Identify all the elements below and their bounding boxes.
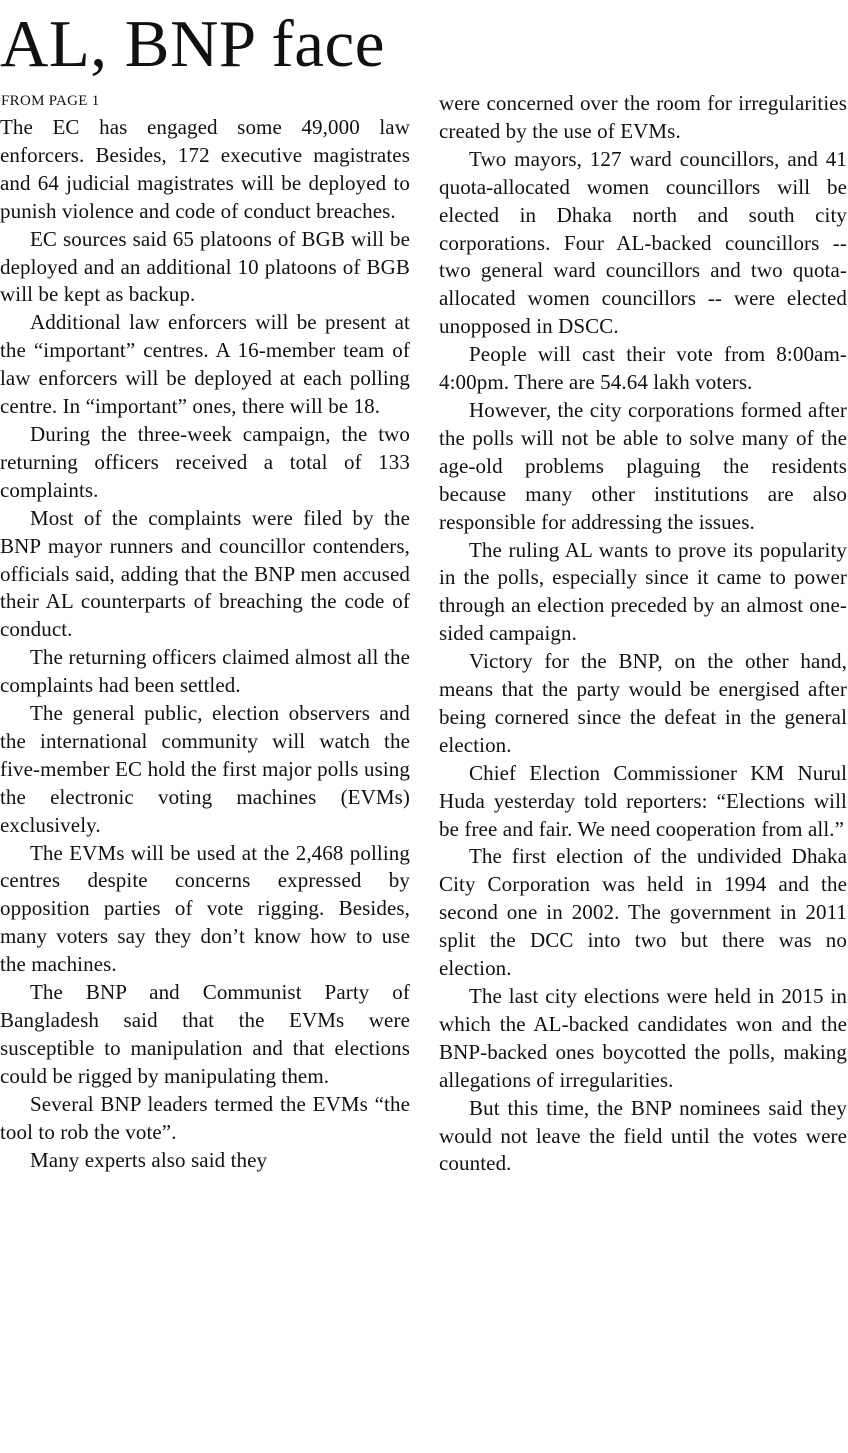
paragraph: EC sources said 65 platoons of BGB will be deployed and an additional 10 platoons of BGB will be kept as backup. [0,226,410,307]
paragraph: Victory for the BNP, on the other hand, means that the party would be energised after being cornered since the defeat in the general election. [439,649,847,757]
paragraph: However, the city corporations formed after the polls will not be able to solve many of the age-old problems plaguing the residents because many other institutions are also responsible for addressing the issues. [439,397,847,534]
paragraph: The EVMs will be used at the 2,468 polling centres despite concerns expressed by opposition parties of vote rigging. Besides, many voters say they don’t know how to use the machines. [0,840,410,977]
paragraph: But this time, the BNP nominees said they would not leave the field until the votes were counted. [439,1095,847,1176]
paragraph: were concerned over the room for irregularities created by the use of EVMs. [439,91,847,143]
article-column-right [439,90,847,1178]
article-column-left [0,114,410,1174]
paragraph: The EC has engaged some 49,000 law enforcers. Besides, 172 executive magistrates and 64 judicial magistrates will be deployed to punish violence and code of conduct breaches. [0,115,410,223]
paragraph: Two mayors, 127 ward councillors, and 41 quota-allocated women councillors will be elected in Dhaka north and south city corporations. Four AL-backed councillors -- two general ward councillors and two quota-allocated women councillors -- were elected unopposed in DSCC. [439,146,847,339]
paragraph: Additional law enforcers will be present at the “important” centres. A 16-member team of law enforcers will be deployed at each polling centre. In “important” ones, there will be 18. [0,310,410,419]
paragraph: During the three-week campaign, the two returning officers received a total of 133 complaints. [0,421,410,502]
paragraph: People will cast their vote from 8:00am-4:00pm. There are 54.64 lakh voters. [439,342,847,395]
paragraph: The BNP and Communist Party of Bangladesh said that the EVMs were susceptible to manipulation and that elections could be rigged by manipulating them. [0,980,410,1088]
paragraph: The first election of the undivided Dhaka City Corporation was held in 1994 and the second one in 2002. The government in 2011 split the DCC into two but there was no election. [439,844,847,981]
paragraph: Chief Election Commissioner KM Nurul Huda yesterday told reporters: “Elections will be free and fair. We need cooperation from all.” [439,760,847,841]
paragraph: The ruling AL wants to prove its popularity in the polls, especially since it came to power through an election preceded by an almost one-sided campaign. [439,537,847,646]
paragraph: The last city elections were held in 2015 in which the AL-backed candidates won and the BNP-backed ones boycotted the polls, making allegations of irregularities. [439,984,847,1092]
paragraph: Several BNP leaders termed the EVMs “the tool to rob the vote”. [0,1091,410,1144]
jump-label: FROM PAGE 1 [1,93,100,109]
paragraph: Most of the complaints were filed by the BNP mayor runners and councillor contenders, officials said, adding that the BNP men accused their AL counterparts of breaching the code of conduct. [0,505,410,642]
paragraph: Many experts also said they [30,1147,268,1172]
paragraph: The general public, election observers and the international community will watch the five-member EC hold the first major polls using the electronic voting machines (EVMs) exclusively. [0,701,410,837]
paragraph: The returning officers claimed almost all the complaints had been settled. [0,645,410,698]
headline: AL, BNP face [0,7,385,81]
